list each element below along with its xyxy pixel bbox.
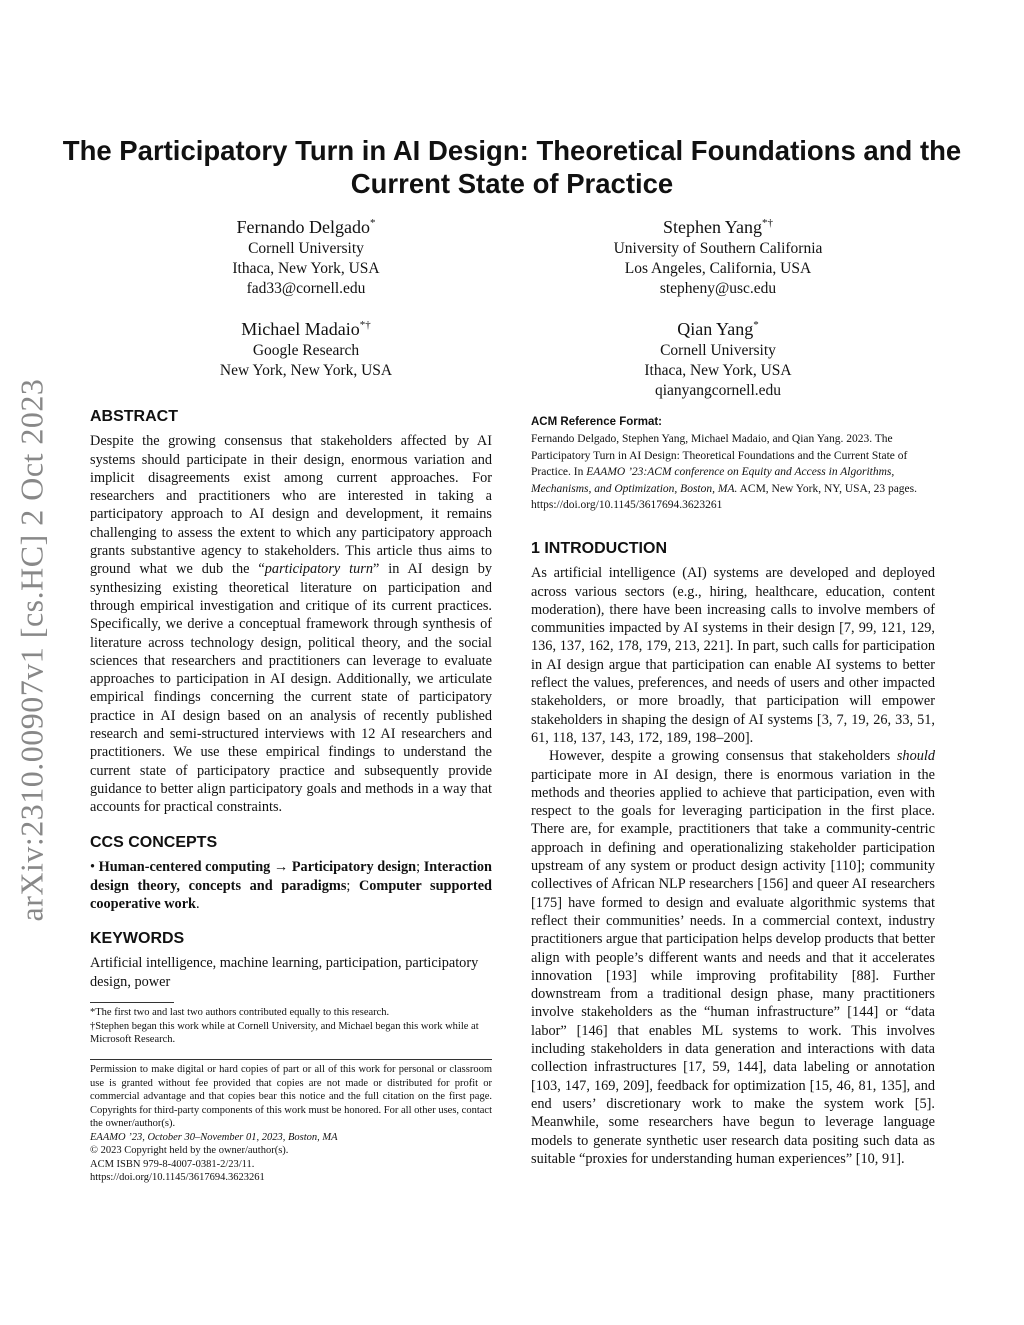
abstract-text-part: ” in AI design by synthesizing existing theoretical literature on participation and through empirical investigation and critique of its current practices. Specifically, we derive a conceptual framework through synthesis of literature across technology design, political theory, and the social sciences that researchers and practitioners can leverage to evaluate approaches to participation in AI design. Additionally, we articulate empirical findings concerning the current state of participatory practice in AI design based on an analysis of recently published research and semi-structured interviews with 12 AI researchers and practitioners. We use these empirical findings to understand the current state of participatory practice and subsequently provide guidance to better align participatory goals and methods in a way that accounts for practical constraints. — [90, 561, 493, 816]
author-location: Ithaca, New York, USA — [232, 260, 380, 277]
author-marks: * — [753, 319, 759, 331]
footnote-rule — [90, 1002, 174, 1003]
arxiv-identifier: arXiv:2310.00907v1 [cs.HC] 2 Oct 2023 — [13, 378, 50, 922]
author-affiliation: Cornell University — [248, 240, 364, 257]
author-location: Los Angeles, California, USA — [624, 260, 812, 277]
footnote-1: *The first two and last two authors contributed equally to this research. — [90, 1007, 390, 1018]
keywords-section — [90, 930, 492, 991]
author-affiliation: University of Southern California — [613, 240, 823, 257]
acm-reference-heading: ACM Reference Format: — [531, 416, 662, 428]
ccs-separator: ; — [416, 859, 424, 876]
abstract-text-part: Despite the growing consensus that stakeholders affected by AI systems should participate in their design, enormous variation and implicit disagreements exist among current approaches. For researchers and practitioners who are interested in taking a participatory approach to AI design and development, it remains challenging to assess the extent to which any participatory approach grants substantive agency to stakeholders. This article thus aims to ground what we dub the “ — [90, 433, 492, 578]
ccs-section — [90, 834, 492, 913]
isbn-line: ACM ISBN 979-8-4007-0381-2/23/11. — [90, 1158, 255, 1170]
author-name: Fernando Delgado — [236, 217, 370, 237]
ccs-bullet: • — [90, 859, 99, 876]
ccs-end: . — [196, 895, 200, 912]
abstract-heading: ABSTRACT — [90, 408, 178, 425]
acm-reference-part: ACM, New York, NY, USA, 23 pages. https://doi.org/10.1145/3617694.3623261 — [531, 482, 918, 512]
ccs-text — [90, 858, 492, 913]
author-block — [568, 313, 868, 401]
venue-line: EAAMO ’23, October 30–November 01, 2023, Boston, MA — [90, 1131, 338, 1143]
introduction-heading: 1 INTRODUCTION — [531, 540, 667, 557]
author-location: Ithaca, New York, USA — [644, 362, 792, 379]
abstract-emphasis: participatory turn — [264, 561, 373, 578]
author-affiliation: Cornell University — [660, 342, 776, 359]
permission-block — [90, 1063, 492, 1185]
acm-reference-part: Fernando Delgado, Stephen Yang, Michael Madaio, and Qian Yang. 2023. The Participatory Turn in AI Design: Theoretical Foundations and the Current State of Practice. In — [531, 433, 908, 479]
introduction-section — [531, 540, 935, 1168]
abstract-text — [90, 432, 492, 816]
intro-emphasis: should — [896, 748, 935, 765]
acm-reference-venue: EAAMO ’23:ACM conference on Equity and Access in Algorithms, Mechanisms, and Optimization, Boston, MA. — [531, 466, 895, 495]
intro-paragraph-2 — [531, 747, 935, 1168]
author-marks: *† — [359, 319, 371, 331]
footnote-2: †Stephen began this work while at Cornell University, and Michael began this work while at Microsoft Research. — [90, 1020, 479, 1045]
author-affiliation: Google Research — [252, 342, 360, 359]
permission-rule — [90, 1059, 492, 1060]
author-location: New York, New York, USA — [219, 362, 393, 379]
author-block — [156, 313, 456, 381]
intro-paragraph-1: As artificial intelligence (AI) systems are developed and deployed across various sectors (e.g., hiring, healthcare, education, content moderation), there have been increasing calls to involve members of communities impacted by AI systems in their design [7, 99, 121, 129, 136, 137, 162, 178, 179, 213, 221]. In part, such calls for participation in AI design argue that participation can enable AI systems to better reflect the values, preferences, and needs of users and other impacted stakeholders, or more broadly, that participation will empower stakeholders in shaping the design of AI systems [3, 7, 19, 26, 33, 51, 61, 118, 137, 143, 172, 189, 198–200]. — [531, 565, 935, 746]
intro-text-part: However, despite a growing consensus that stakeholders — [549, 748, 897, 765]
author-marks: *† — [762, 217, 773, 229]
ccs-separator: ; — [346, 877, 359, 894]
ccs-item: Computer supported cooperative work — [90, 877, 492, 912]
author-block — [156, 211, 456, 299]
author-block — [568, 211, 868, 299]
ccs-heading: CCS CONCEPTS — [90, 834, 218, 851]
keywords-text: Artificial intelligence, machine learning, participation, participatory design, power — [90, 955, 479, 990]
doi-line: https://doi.org/10.1145/3617694.3623261 — [90, 1172, 265, 1183]
author-name: Michael Madaio — [241, 319, 360, 339]
ccs-item: Interaction design theory, concepts and paradigms — [90, 859, 492, 894]
author-email: qianyangcornell.edu — [654, 382, 782, 399]
permission-text: Permission to make digital or hard copies of part or all of this work for personal or classroom use is granted without fee provided that copies are not made or distributed for profit or commercial advantage and that copies bear this notice and the full citation on the first page. Copyrights for third-party components of this work must be honored. For all other uses, contact the owner/author(s). — [90, 1064, 492, 1129]
intro-text-part: participate more in AI design, there is enormous variation in the methods and theories applied to achieve that participation, even with respect to the goals for leveraging participation in the first place. There are, for example, practitioners that take a community-centric approach in defining and operationalizing stakeholder participation upstream of any system or product design activity [110]; community collectives of African NLP researchers [156] and queer AI researchers [175] have formed to design and evaluate algorithmic systems that reflect their communities’ needs. In a commercial context, industry practitioners argue that participation helps develop products that better align with people’s different wants and needs and that it accelerates innovation [193] while improving profitability [88]. Further downstream from a traditional design phase, many practitioners involve stakeholders as the “human infrastructure” [144] or “data labor” [146] that enables ML systems to work. This involves including stakeholders in data generation and interactions with data collection infrastructures [17, 59, 144], data labeling or annotation [103, 147, 169, 209], feedback for optimization [15, 46, 81, 135], and end users’ discretionary work to make the system work [5]. Meanwhile, some researchers have begun to leverage language models to generate synthetic user research data positing such data as suitable “proxies for understanding human experiences” [10, 91]. — [531, 766, 935, 1167]
abstract-section — [90, 408, 492, 817]
author-email: stepheny@usc.edu — [659, 280, 777, 297]
copyright-line: © 2023 Copyright held by the owner/author(s). — [90, 1145, 289, 1156]
arxiv-sidebar-stamp — [12, 360, 52, 940]
paper-title: The Participatory Turn in AI Design: Theoretical Foundations and the Current State of Practice — [62, 135, 962, 199]
author-email: fad33@cornell.edu — [246, 280, 366, 297]
footnotes — [90, 1006, 492, 1047]
acm-reference-text — [531, 431, 935, 514]
acm-reference — [531, 413, 935, 514]
ccs-item: Human-centered computing → Participatory design — [98, 859, 417, 876]
author-name: Stephen Yang — [662, 217, 762, 237]
keywords-heading: KEYWORDS — [90, 930, 185, 947]
author-marks: * — [369, 217, 376, 229]
author-name: Qian Yang — [677, 319, 754, 339]
